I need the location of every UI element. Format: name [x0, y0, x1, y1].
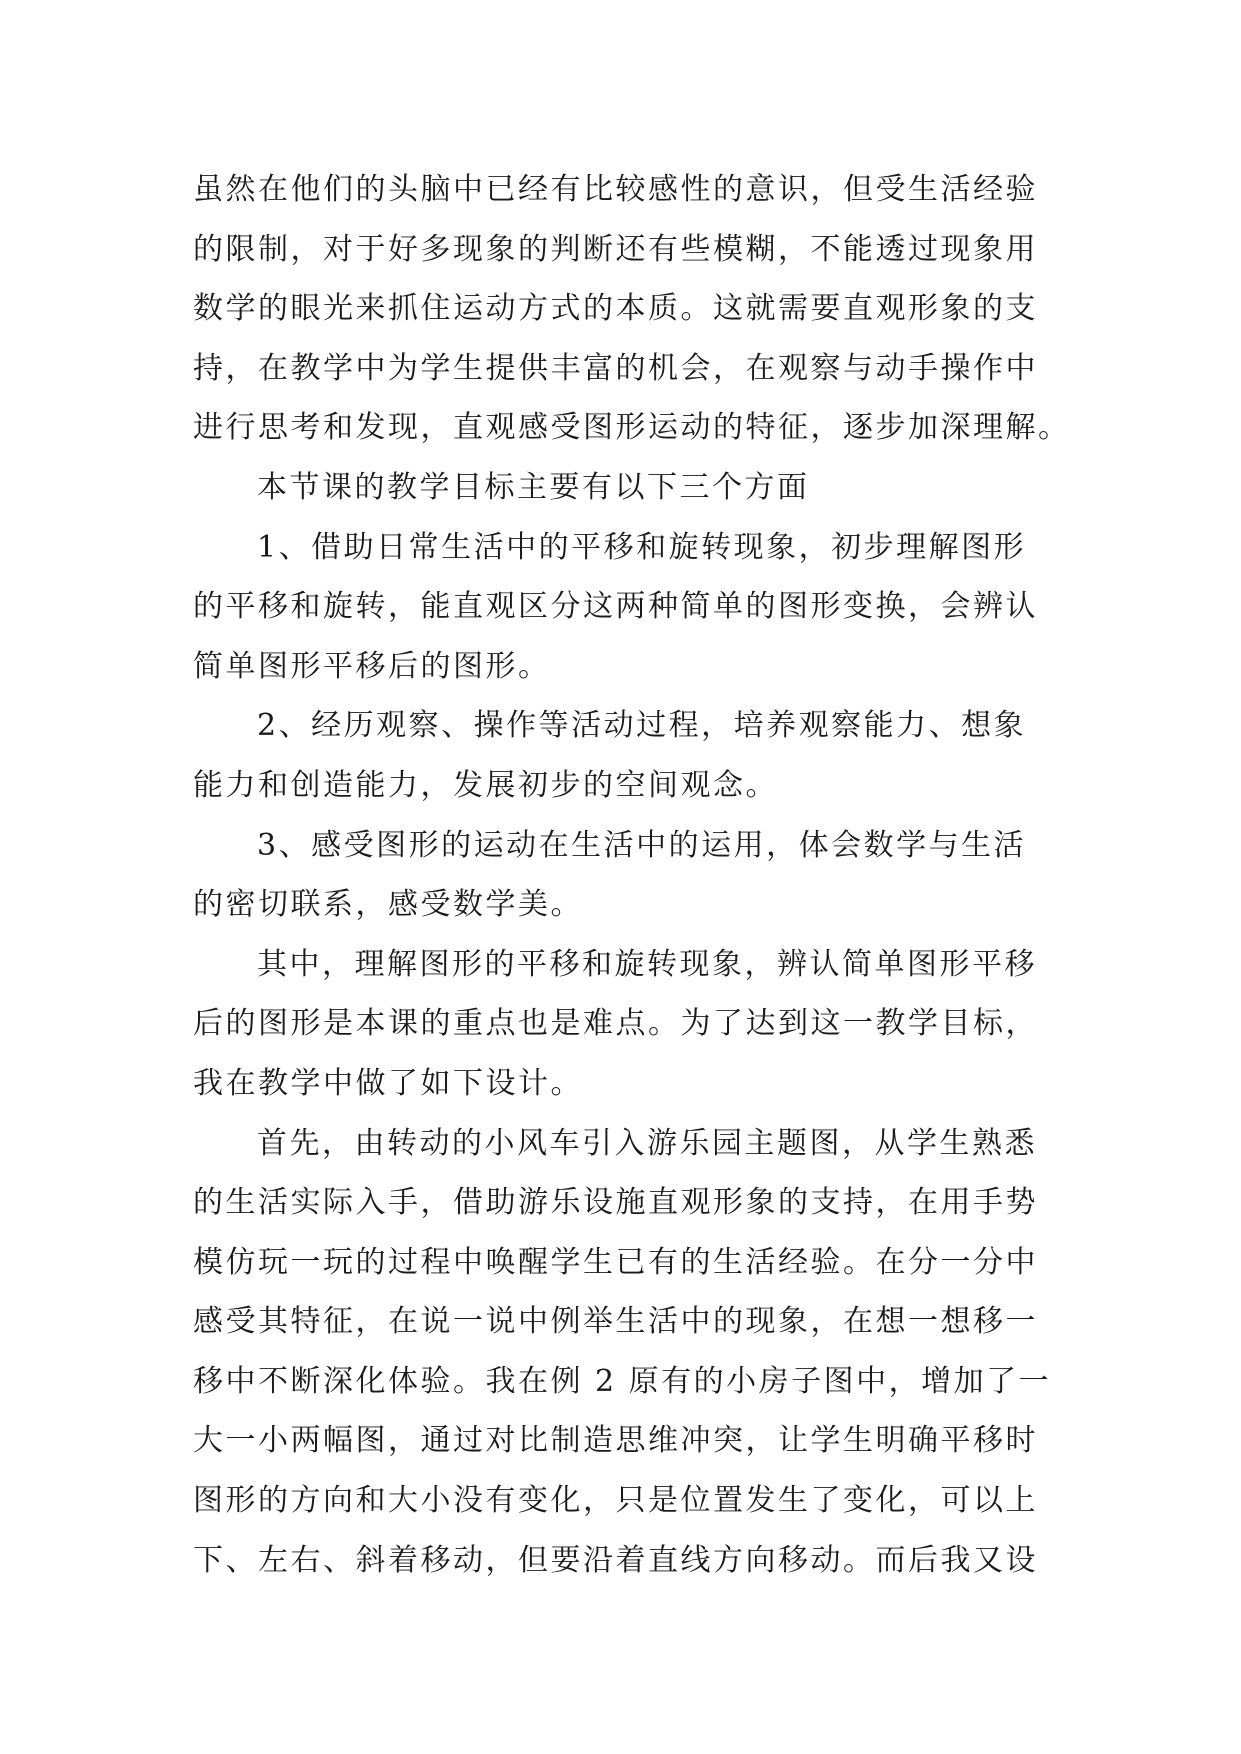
text-line: 进行思考和发现，直观感受图形运动的特征，逐步加深理解。: [193, 410, 1071, 446]
text-line: 后的图形是本课的重点也是难点。为了达到这一教学目标，: [193, 1006, 1038, 1042]
text-line: 下、左右、斜着移动，但要沿着直线方向移动。而后我又设: [193, 1542, 1038, 1578]
text-line: 虽然在他们的头脑中已经有比较感性的意识，但受生活经验: [193, 172, 1038, 207]
text-line: 图形的方向和大小没有变化，只是位置发生了变化，可以上: [193, 1483, 1038, 1519]
text-line: 能力和创造能力，发展初步的空间观念。: [193, 767, 778, 803]
text-line: 的密切联系，感受数学美。: [193, 887, 583, 923]
paragraph-first-line: 1、借助日常生活中的平移和旋转现象，初步理解图形: [257, 529, 1027, 565]
text-line: 的生活实际入手，借助游乐设施直观形象的支持，在用手势: [193, 1185, 1038, 1221]
text-line: 模仿玩一玩的过程中唤醒学生已有的生活经验。在分一分中: [193, 1244, 1038, 1280]
text-line: 的平移和旋转，能直观区分这两种简单的图形变换，会辨认: [193, 589, 1038, 625]
paragraph-first-line: 其中，理解图形的平移和旋转现象，辨认简单图形平移: [257, 946, 1037, 982]
text-line: 感受其特征，在说一说中例举生活中的现象，在想一想移一: [193, 1304, 1038, 1340]
body-text: [193, 160, 1071, 1590]
text-line: 移中不断深化体验。我在例 2 原有的小房子图中，增加了一: [193, 1363, 1052, 1399]
paragraph-first-line: 本节课的教学目标主要有以下三个方面: [257, 469, 810, 505]
text-line: 数学的眼光来抓住运动方式的本质。这就需要直观形象的支: [193, 291, 1038, 327]
paragraph-first-line: 2、经历观察、操作等活动过程，培养观察能力、想象: [257, 708, 1027, 744]
paragraph-first-line: 3、感受图形的运动在生活中的运用，体会数学与生活: [257, 827, 1027, 863]
text-line: 的限制，对于好多现象的判断还有些模糊，不能透过现象用: [193, 231, 1038, 267]
paragraph-first-line: 首先，由转动的小风车引入游乐园主题图，从学生熟悉: [257, 1125, 1037, 1161]
text-line: 我在教学中做了如下设计。: [193, 1065, 583, 1101]
text-line: 大一小两幅图，通过对比制造思维冲突，让学生明确平移时: [193, 1423, 1038, 1459]
text-line: 简单图形平移后的图形。: [193, 648, 551, 684]
text-line: 持，在教学中为学生提供丰富的机会，在观察与动手操作中: [193, 350, 1038, 386]
